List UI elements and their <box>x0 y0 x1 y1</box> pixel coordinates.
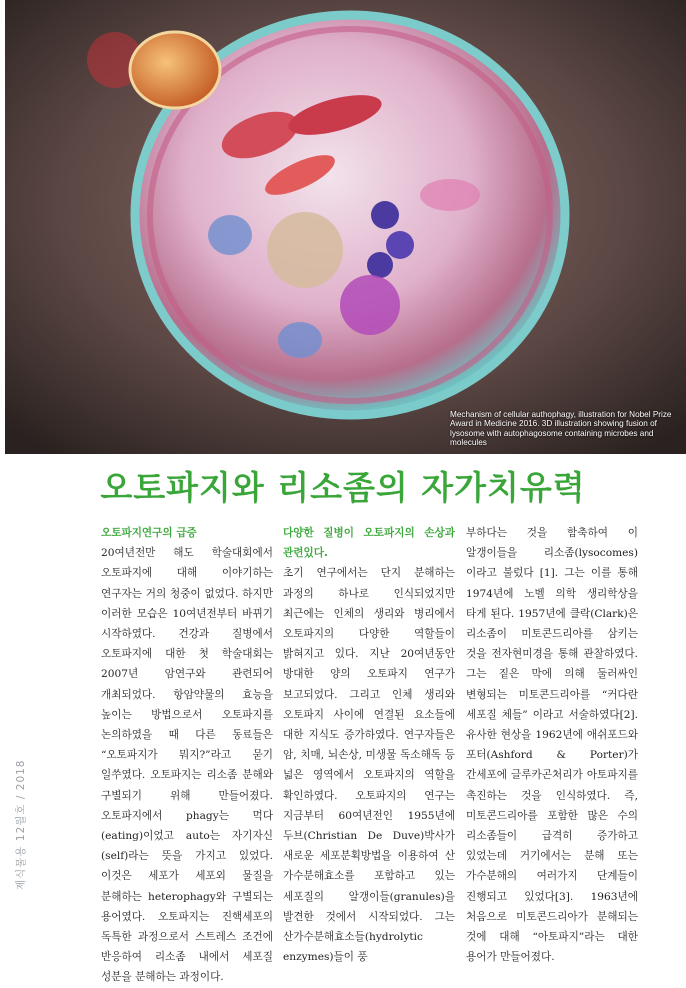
column-3 <box>466 523 638 967</box>
section-body: 부하다는 것을 함축하여 이 알갱이들을 리소좀(lysocomes)이라고 불렀다 [1]. 그는 이를 통해 1974년에 노벨 의학 생리학상을 타게 된다. 1957년에 클락(Clark)은 리소좀이 미토콘드리아를 삼키는 것을 전자현미경을 통해 관찰하였다. 그는 짙은 막에 의해 둘러싸인 변형되는 미토콘드리아를 “커다란 세포질 체들” 이라고 서술하였다[2]. 유사한 현상을 1962년에 애쉬포드와 포터(Ashford & Porter)가 간세포에 글루카곤처리가 아토파지를 촉진하는 것을 인식하였다. 즉, 미토콘드리아를 포함한 많은 수의 리소좀들이 급격히 증가하고 있었는데 거기에서는 분해 또는 가수분해의 여러가지 단계들이 진행되고 있었다[3]. 1963년에 처음으로 미토콘드리아가 분해되는 것에 대해 “아토파지”라는 대한 용어가 만들어졌다. <box>466 527 638 964</box>
article-title: 오토파지와 리소좀의 자가치유력 <box>100 468 586 507</box>
column-1 <box>101 523 273 988</box>
cell-autophagy-illustration <box>5 0 686 454</box>
section-heading: 오토파지연구의 급증 <box>101 527 197 539</box>
section-body: 초기 연구에서는 단지 분해하는 과정의 하나로 인식되었지만 최근에는 인체의 생리와 병리에서 오토파지의 다양한 역할들이 밝혀지고 있다. 지난 20여년동안 방대한 양의 오토파지 연구가 보고되었다. 그리고 인체 생리와 오토파지 사이에 연결된 요소들에 대한 지식도 증가하였다. 연구자들은 암, 치매, 뇌손상, 미생물 독소해독 등 넓은 영역에서 오토파지의 역할을 확인하였다. 오토파지의 연구는 지금부터 60여년전인 1955년에 두브(Christian De Duve)박사가 새로운 세포분획방법을 이용하여 산 가수분해효소를 포함하고 있는 세포질의 알갱이들(granules)을 발견한 것에서 시작되었다. 그는 산가수분해효소들(hydrolytic enzymes)들이 풍 <box>283 567 455 964</box>
image-caption: Mechanism of cellular authophagy, illustration for Nobel Prize Award in Medicine 2016. 3D illustration showing fusion of lysosome with autophagosome containing microbes and molecules <box>450 410 672 448</box>
section-heading: 다양한 질병이 오토파지의 손상과 관련있다. <box>283 527 455 560</box>
section-body: 20여년전만 해도 학술대회에서 오토파지에 대해 이야기하는 연구자는 거의 청중이 없었다. 하지만 이러한 모습은 10여년전부터 바뀌기 시작하였다. 건강과 질병에서 오토파지에 대한 첫 학술대회는 2007년 암연구와 관련되어 개최되었다. 항암약물의 효능을 높이는 방법으로서 오토파지를 논의하였을 때 다른 동료들은 “오토파지가 뭐지?”라고 묻기 일쑤였다. 오토파지는 리소좀 분해와 구별되기 위해 만들어졌다. 오토파지에서 phagy는 먹다(eating)이었고 auto는 자기자신(self)라는 뜻을 가지고 있었다. 이것은 세포가 세포외 물질을 분해하는 heterophagy와 구별되는 용어였다. 오토파지는 진핵세포의 독특한 과정으로서 스트레스 조건에 반응하여 리소좀 내에서 세포질 성분을 분해하는 과정이다. <box>101 547 273 984</box>
side-label: 제식물용 12월호 / 2018 <box>15 759 27 890</box>
column-2 <box>283 523 455 967</box>
hero-illustration <box>5 0 686 454</box>
